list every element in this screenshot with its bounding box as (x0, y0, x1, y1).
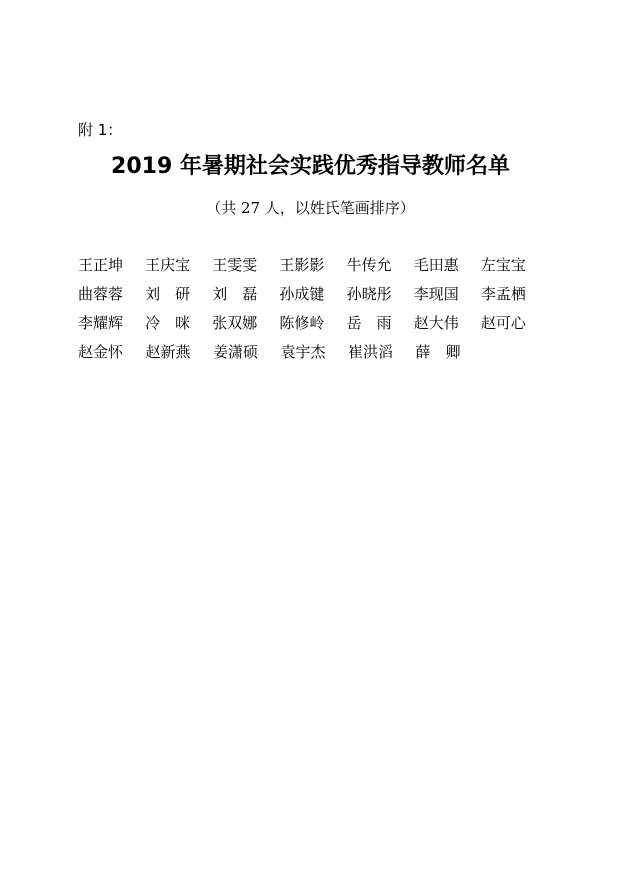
attachment-label: 附 1： (78, 121, 123, 139)
teacher-name: 岳 雨 (346, 314, 392, 332)
teacher-name: 冷 咪 (145, 314, 191, 332)
teacher-name: 李耀辉 (78, 314, 124, 332)
teacher-name: 王雯雯 (212, 256, 258, 274)
teacher-name: 袁宇杰 (280, 343, 326, 361)
teacher-name: 赵金怀 (78, 343, 124, 361)
teacher-name: 牛传允 (346, 256, 392, 274)
teacher-name: 李现国 (413, 285, 459, 303)
teacher-name: 毛田惠 (413, 256, 459, 274)
teacher-name: 赵新燕 (145, 343, 191, 361)
name-row (78, 341, 548, 370)
document-title: 2019 年暑期社会实践优秀指导教师名单 (111, 154, 510, 179)
name-row (78, 254, 548, 283)
teacher-name: 赵可心 (480, 314, 526, 332)
teacher-name: 李孟栖 (480, 285, 526, 303)
teacher-name: 崔洪滔 (348, 343, 394, 361)
teacher-name: 王正坤 (78, 256, 124, 274)
teacher-name: 王庆宝 (145, 256, 191, 274)
teacher-name: 刘 研 (145, 285, 191, 303)
teacher-name: 薛 卿 (415, 343, 461, 361)
teacher-name: 姜潇硕 (213, 343, 259, 361)
document-subtitle: （共 27 人，以姓氏笔画排序） (206, 199, 415, 217)
teacher-name: 孙晓彤 (346, 285, 392, 303)
name-row (78, 312, 548, 341)
teacher-name: 曲蓉蓉 (78, 285, 124, 303)
teacher-name: 张双娜 (212, 314, 258, 332)
teacher-name: 王影影 (279, 256, 325, 274)
teacher-name: 左宝宝 (480, 256, 526, 274)
teacher-name: 孙成键 (279, 285, 325, 303)
teacher-name: 刘 磊 (212, 285, 258, 303)
name-row (78, 283, 548, 312)
teacher-name: 赵大伟 (413, 314, 459, 332)
name-list (78, 254, 548, 370)
teacher-name: 陈修岭 (279, 314, 325, 332)
